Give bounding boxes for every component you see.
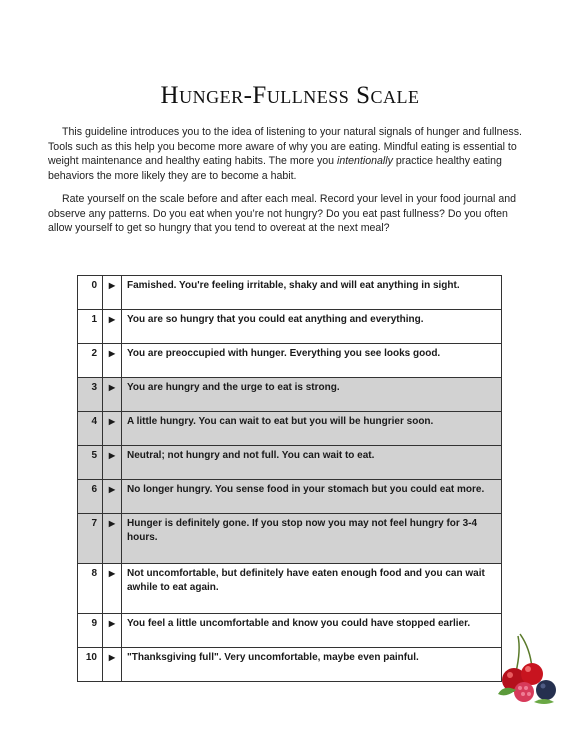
scale-row (78, 446, 502, 480)
triangle-right-icon: ▶ (108, 485, 116, 494)
scale-row (78, 412, 502, 446)
scale-description: You are so hungry that you could eat anything and everything. (122, 310, 502, 344)
triangle-right-icon: ▶ (108, 281, 116, 290)
intro-paragraph-1 (48, 125, 534, 183)
scale-row (78, 344, 502, 378)
scale-description: "Thanksgiving full". Very uncomfortable, maybe even painful. (122, 648, 502, 682)
scale-row (78, 514, 502, 564)
scale-description: You are hungry and the urge to eat is strong. (122, 378, 502, 412)
scale-row (78, 276, 502, 310)
scale-level: 7 (78, 514, 103, 564)
scale-level: 3 (78, 378, 103, 412)
scale-level: 9 (78, 614, 103, 648)
scale-level: 10 (78, 648, 103, 682)
intro-emphasis: intentionally (336, 155, 393, 167)
scale-row (78, 564, 502, 614)
triangle-right-icon: ▶ (108, 349, 116, 358)
triangle-right-icon: ▶ (108, 619, 116, 628)
scale-description: You are preoccupied with hunger. Everything you see looks good. (122, 344, 502, 378)
triangle-right-icon: ▶ (108, 451, 116, 460)
intro-paragraph-2 (48, 192, 534, 236)
scale-row (78, 648, 502, 682)
scale-description: You feel a little uncomfortable and know you could have stopped earlier. (122, 614, 502, 648)
scale-level: 2 (78, 344, 103, 378)
scale-description: No longer hungry. You sense food in your stomach but you could eat more. (122, 480, 502, 514)
triangle-right-icon: ▶ (108, 519, 116, 528)
scale-description: Famished. You're feeling irritable, shaky and will eat anything in sight. (122, 276, 502, 310)
scale-row (78, 614, 502, 648)
scale-level: 1 (78, 310, 103, 344)
scale-description: Hunger is definitely gone. If you stop now you may not feel hungry for 3-4 hours. (122, 514, 502, 564)
scale-row (78, 378, 502, 412)
triangle-right-icon: ▶ (108, 417, 116, 426)
scale-level: 5 (78, 446, 103, 480)
scale-row (78, 480, 502, 514)
scale-level: 6 (78, 480, 103, 514)
intro-text: This guideline introduces you to the idea of listening to your natural signals of hunger and fullness. Tools such as this help you become more aware of why you are eating. Mindful eating is essential to weight maintenance and healthy eating habits. The more you (48, 126, 522, 167)
scale-level: 0 (78, 276, 103, 310)
triangle-right-icon: ▶ (108, 315, 116, 324)
scale-description: A little hungry. You can wait to eat but you will be hungrier soon. (122, 412, 502, 446)
triangle-right-icon: ▶ (108, 569, 116, 578)
triangle-right-icon: ▶ (108, 383, 116, 392)
berries-illustration (488, 628, 560, 706)
hunger-scale-table (77, 275, 502, 682)
triangle-right-icon: ▶ (108, 653, 116, 662)
instructions-text: Rate yourself on the scale before and after each meal. Record your level in your food journal and observe any patterns. Do you eat when you’re not hungry? Do you eat past fullness? Do you often allow yourself to get so hungry that you tend to overeat at the next meal? (48, 193, 517, 234)
intro-text-end: practice healthy eating behaviors the more likely they are to become a habit. (48, 155, 502, 182)
scale-row (78, 310, 502, 344)
scale-level: 4 (78, 412, 103, 446)
scale-description: Not uncomfortable, but definitely have eaten enough food and you can wait awhile to eat again. (122, 564, 502, 614)
scale-level: 8 (78, 564, 103, 614)
page-title: Hunger-Fullness Scale (160, 82, 420, 109)
scale-description: Neutral; not hungry and not full. You can wait to eat. (122, 446, 502, 480)
